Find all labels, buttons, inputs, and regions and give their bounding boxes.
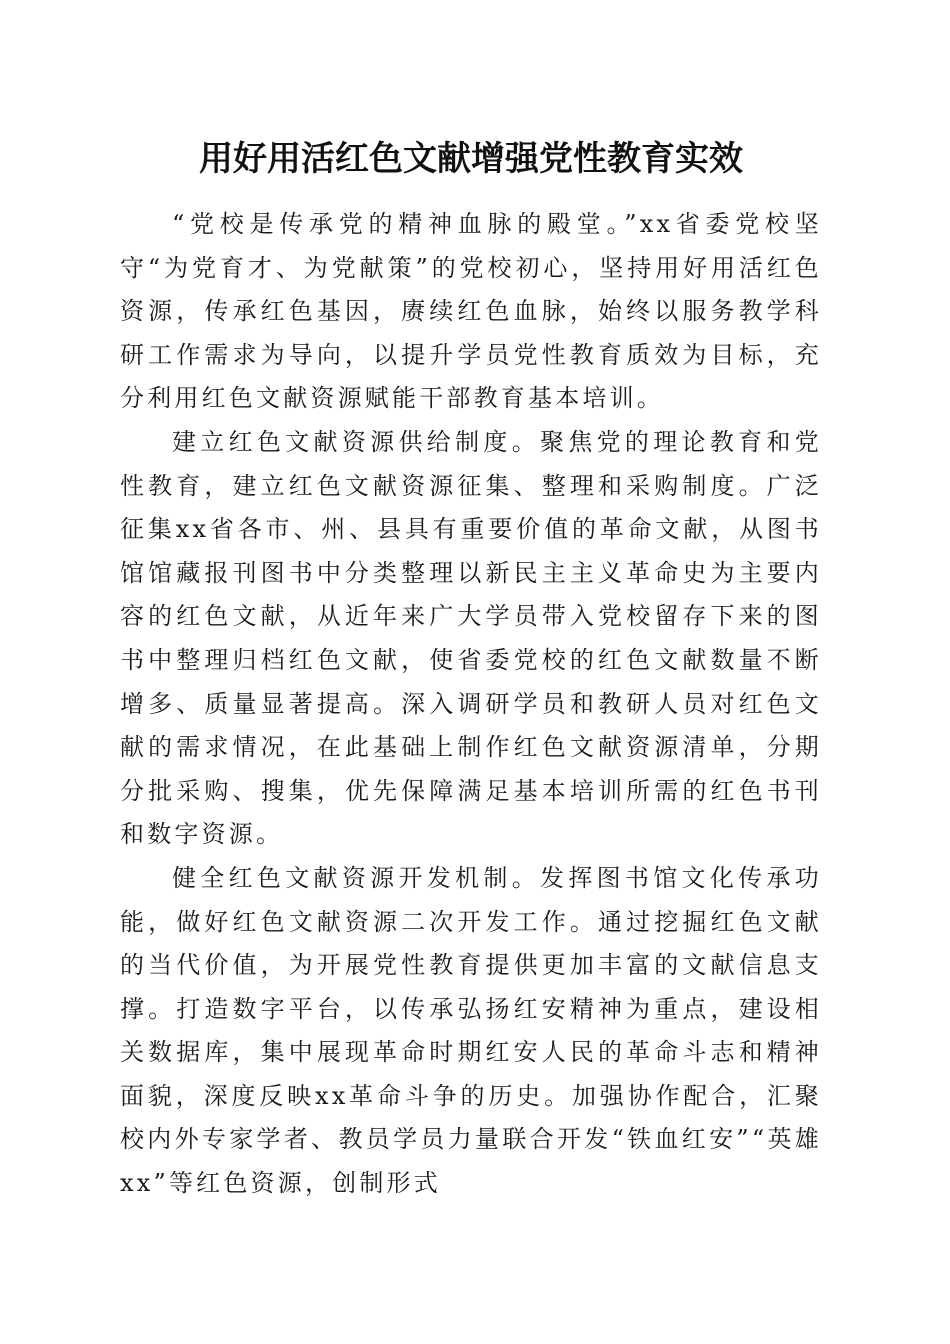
- document-body: [120, 203, 822, 1206]
- paragraph-intro: “党校是传承党的精神血脉的殿堂。”xx省委党校坚守“为党育才、为党献策”的党校初心，坚持用好用活红色资源，传承红色基因，赓续红色血脉，始终以服务教学科研工作需求为导向，以提升学员党性教育质效为目标，充分利用红色文献资源赋能干部教育基本培训。: [120, 210, 822, 413]
- paragraph-supply-system: 建立红色文献资源供给制度。聚焦党的理论教育和党性教育，建立红色文献资源征集、整理和采购制度。广泛征集xx省各市、州、县具有重要价值的革命文献，从图书馆馆藏报刊图书中分类整理以新民主主义革命史为主要内容的红色文献，从近年来广大学员带入党校留存下来的图书中整理归档红色文献，使省委党校的红色文献数量不断增多、质量显著提高。深入调研学员和教研人员对红色文献的需求情况，在此基础上制作红色文献资源清单，分期分批采购、搜集，优先保障满足基本培训所需的红色书刊和数字资源。: [120, 427, 822, 849]
- paragraph-development-mechanism: 健全红色文献资源开发机制。发挥图书馆文化传承功能，做好红色文献资源二次开发工作。通过挖掘红色文献的当代价值，为开展党性教育提供更加丰富的文献信息支撑。打造数字平台，以传承弘扬红安精神为重点，建设相关数据库，集中展现革命时期红安人民的革命斗志和精神面貌，深度反映xx革命斗争的历史。加强协作配合，汇聚校内外专家学者、教员学员力量联合开发“铁血红安”“英雄xx”等红色资源，创制形式: [120, 863, 822, 1198]
- document-title: 用好用活红色文献增强党性教育实效: [199, 139, 743, 179]
